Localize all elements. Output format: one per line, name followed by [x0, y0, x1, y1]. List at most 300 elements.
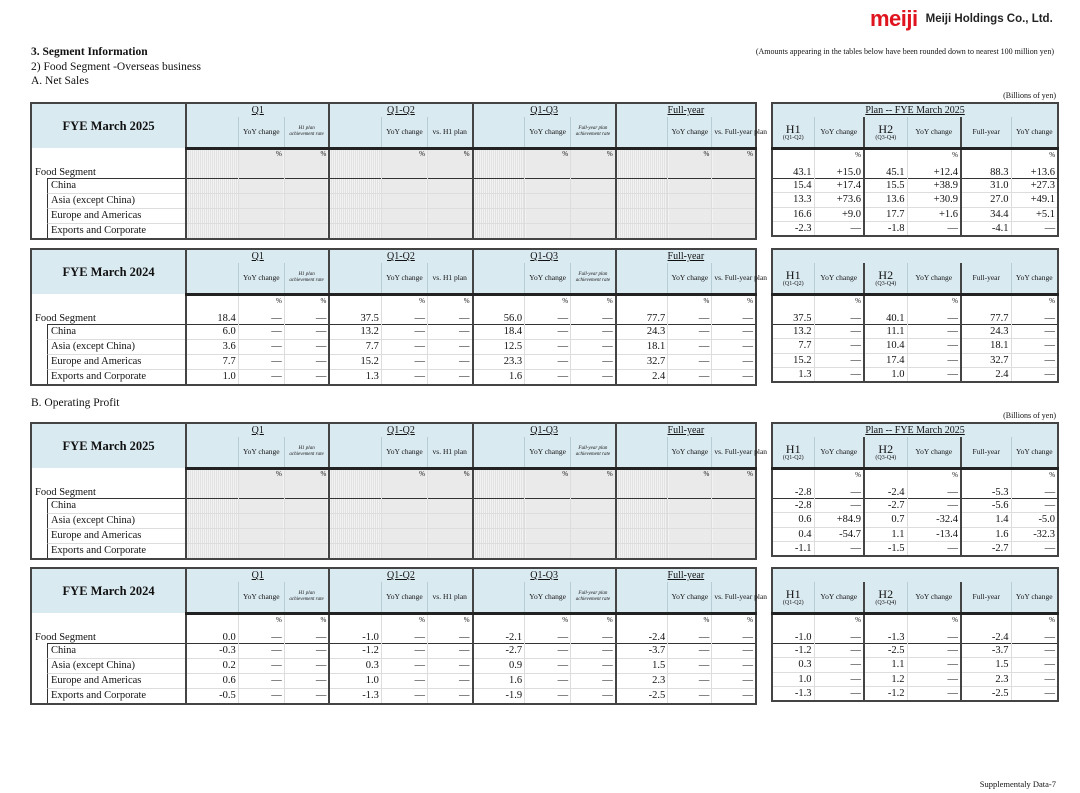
- empty-cell: [525, 528, 571, 543]
- row-label: [31, 498, 186, 513]
- table-row: [31, 339, 756, 354]
- data-cell: —: [525, 369, 571, 385]
- data-cell: [772, 148, 814, 178]
- yoy-col-header: YoY change: [1011, 437, 1058, 468]
- percent-unit: %: [275, 615, 282, 624]
- data-cell: —: [712, 354, 756, 369]
- data-cell: 1.3: [329, 369, 381, 385]
- section-title: B. Operating Profit: [31, 397, 120, 409]
- plan-title-blank: [772, 249, 1058, 263]
- data-cell: —: [571, 339, 616, 354]
- data-cell: —: [427, 354, 472, 369]
- percent-unit: %: [747, 615, 753, 624]
- empty-cell: [284, 178, 329, 193]
- data-cell: 0.4: [772, 527, 814, 542]
- data-cell: 18.4: [473, 324, 525, 339]
- plan-col-header: Full-year plan achievement rate: [571, 117, 616, 148]
- data-cell: —: [284, 354, 329, 369]
- data-cell: 1.0: [329, 673, 381, 688]
- percent-unit: %: [275, 149, 282, 158]
- data-cell: [907, 294, 961, 324]
- yoy-col-header: YoY change: [525, 437, 571, 468]
- data-cell: [864, 148, 907, 178]
- data-cell: —: [238, 658, 284, 673]
- table-row: [772, 294, 1058, 324]
- data-cell: —: [712, 673, 756, 688]
- data-cell: —: [381, 673, 427, 688]
- h1-header-label: H1: [785, 121, 801, 136]
- data-cell: —: [571, 354, 616, 369]
- data-cell: [571, 613, 616, 643]
- value-col-header: [616, 437, 668, 468]
- empty-cell: [473, 193, 525, 208]
- data-cell: —: [238, 354, 284, 369]
- data-value: —: [414, 631, 425, 643]
- empty-cell: [427, 178, 472, 193]
- percent-unit: %: [1049, 615, 1055, 624]
- percent-unit: %: [855, 615, 861, 624]
- empty-cell: [712, 513, 756, 528]
- data-cell: —: [381, 643, 427, 658]
- empty-cell: [186, 178, 238, 193]
- data-cell: —: [814, 542, 864, 557]
- table-row: [31, 658, 756, 673]
- row-label: Food Segment: [31, 148, 186, 178]
- data-cell: -2.3: [772, 222, 814, 237]
- value-col-header: [616, 582, 668, 613]
- percent-unit: %: [419, 149, 425, 158]
- data-cell: —: [668, 673, 712, 688]
- empty-cell: [381, 528, 427, 543]
- data-cell: —: [814, 339, 864, 354]
- data-cell: —: [238, 643, 284, 658]
- yoy-col-header: YoY change: [525, 263, 571, 294]
- empty-cell: [284, 223, 329, 239]
- data-cell: —: [381, 688, 427, 704]
- data-cell: 15.2: [329, 354, 381, 369]
- value-col-header: [329, 117, 381, 148]
- yoy-col-header: YoY change: [381, 263, 427, 294]
- empty-cell: [381, 148, 427, 178]
- empty-cell: [616, 543, 668, 559]
- data-cell: 1.6: [473, 673, 525, 688]
- empty-cell: [329, 513, 381, 528]
- data-cell: —: [712, 688, 756, 704]
- data-cell: 23.3: [473, 354, 525, 369]
- row-label: [31, 223, 186, 239]
- data-cell: —: [1011, 542, 1058, 557]
- fy-header: Full-year: [961, 117, 1011, 148]
- empty-cell: [668, 543, 712, 559]
- yoy-col-header: YoY change: [238, 117, 284, 148]
- table-row: [772, 222, 1058, 237]
- percent-unit: %: [952, 615, 958, 624]
- data-cell: —: [907, 658, 961, 673]
- data-cell: 32.7: [616, 354, 668, 369]
- table-row: [31, 324, 756, 339]
- data-cell: —: [712, 369, 756, 385]
- data-cell: 15.4: [772, 178, 814, 193]
- data-cell: —: [1011, 222, 1058, 237]
- data-cell: 7.7: [772, 339, 814, 354]
- empty-cell: [381, 223, 427, 239]
- plan-col-header: Full-year plan achievement rate: [571, 582, 616, 613]
- yoy-col-header: YoY change: [525, 117, 571, 148]
- data-cell: -2.7: [961, 542, 1011, 557]
- data-cell: —: [907, 687, 961, 702]
- plan-col-header: H1 plan achievement rate: [284, 437, 329, 468]
- row-label-text: Europe and Americas: [47, 528, 185, 543]
- empty-cell: [186, 208, 238, 223]
- empty-cell: [473, 468, 525, 498]
- company-name: Meiji Holdings Co., Ltd.: [925, 13, 1053, 25]
- plan-table: [771, 422, 1059, 557]
- percent-unit: %: [419, 296, 425, 305]
- data-cell: [712, 294, 756, 324]
- data-value: —: [698, 312, 710, 324]
- data-cell: —: [427, 369, 472, 385]
- percent-unit: %: [320, 149, 327, 158]
- data-cell: -3.7: [961, 643, 1011, 658]
- data-cell: 2.4: [961, 368, 1011, 383]
- plan-col-header: vs. H1 plan: [427, 263, 472, 294]
- empty-cell: [329, 468, 381, 498]
- data-cell: —: [907, 498, 961, 513]
- data-cell: —: [381, 354, 427, 369]
- data-value: —: [742, 631, 753, 643]
- data-cell: 13.2: [772, 324, 814, 339]
- data-value: +13.6: [1030, 166, 1056, 178]
- data-value: —: [414, 312, 425, 324]
- data-cell: —: [1011, 687, 1058, 702]
- data-cell: —: [668, 369, 712, 385]
- empty-cell: [329, 193, 381, 208]
- empty-cell: [473, 223, 525, 239]
- row-label-text: China: [47, 178, 185, 193]
- plan-col-header: Full-year plan achievement rate: [571, 263, 616, 294]
- yoy-col-header: YoY change: [1011, 582, 1058, 613]
- empty-cell: [525, 148, 571, 178]
- plan-col-header: vs. Full-year plan: [712, 263, 756, 294]
- period-header: Q1-Q3: [473, 249, 616, 263]
- percent-unit: %: [419, 615, 425, 624]
- row-label-text: Exports and Corporate: [47, 543, 185, 558]
- data-value: —: [850, 312, 861, 324]
- empty-cell: [668, 498, 712, 513]
- empty-cell: [712, 148, 756, 178]
- plan-col-header: vs. H1 plan: [427, 582, 472, 613]
- row-label-text: China: [47, 643, 185, 658]
- yoy-col-header: YoY change: [668, 582, 712, 613]
- data-cell: 1.0: [864, 368, 907, 383]
- percent-unit: %: [606, 149, 613, 158]
- data-cell: —: [571, 673, 616, 688]
- data-cell: —: [238, 369, 284, 385]
- h2-header-sub: (Q3-Q4): [875, 599, 897, 606]
- data-cell: [284, 613, 329, 643]
- page-title: 3. Segment Information: [31, 46, 148, 58]
- empty-cell: [427, 528, 472, 543]
- plan-title: Plan -- FYE March 2025: [772, 423, 1058, 437]
- empty-cell: [668, 148, 712, 178]
- data-cell: [1011, 148, 1058, 178]
- data-cell: 0.3: [329, 658, 381, 673]
- percent-unit: %: [952, 470, 958, 479]
- yoy-col-header: YoY change: [907, 582, 961, 613]
- data-cell: —: [571, 688, 616, 704]
- period-header: Q1: [186, 249, 329, 263]
- table-row: [772, 148, 1058, 178]
- table-row: [772, 193, 1058, 208]
- percent-unit: %: [855, 150, 861, 159]
- percent-unit: %: [855, 470, 861, 479]
- empty-cell: [284, 193, 329, 208]
- data-cell: 0.3: [772, 658, 814, 673]
- data-cell: —: [525, 324, 571, 339]
- table-row: [772, 542, 1058, 557]
- value-col-header: [473, 117, 525, 148]
- data-value: —: [947, 312, 958, 324]
- h1-header: [772, 263, 814, 294]
- data-cell: -1.8: [864, 222, 907, 237]
- yoy-col-header: YoY change: [1011, 263, 1058, 294]
- data-cell: +1.6: [907, 207, 961, 222]
- data-cell: [907, 148, 961, 178]
- data-cell: 1.2: [864, 672, 907, 687]
- quarterly-table: [30, 422, 768, 560]
- data-cell: [571, 294, 616, 324]
- plan-table: [771, 248, 1059, 383]
- empty-cell: [186, 468, 238, 498]
- data-cell: [961, 613, 1011, 643]
- empty-cell: [284, 498, 329, 513]
- table-row: [31, 148, 756, 178]
- table-row: [31, 688, 756, 704]
- data-cell: -1.2: [329, 643, 381, 658]
- data-cell: —: [907, 368, 961, 383]
- percent-unit: %: [320, 615, 327, 624]
- data-cell: -0.5: [186, 688, 238, 704]
- row-label-text: Asia (except China): [47, 193, 185, 208]
- empty-cell: [571, 178, 616, 193]
- data-cell: 18.4: [186, 294, 238, 324]
- table-row: [31, 643, 756, 658]
- data-value: —: [1044, 486, 1056, 498]
- data-cell: -5.0: [1011, 513, 1058, 528]
- value-col-header: [473, 263, 525, 294]
- data-cell: —: [284, 643, 329, 658]
- data-cell: [961, 294, 1011, 324]
- data-cell: [772, 294, 814, 324]
- empty-cell: [284, 148, 329, 178]
- h1-header-label: H1: [785, 267, 801, 282]
- empty-cell: [712, 498, 756, 513]
- data-cell: —: [284, 688, 329, 704]
- percent-unit: %: [1049, 296, 1055, 305]
- data-cell: —: [668, 688, 712, 704]
- data-cell: —: [525, 354, 571, 369]
- data-cell: -1.3: [772, 687, 814, 702]
- data-cell: 77.7: [616, 294, 668, 324]
- data-value: —: [557, 312, 569, 324]
- data-value: —: [1044, 312, 1055, 324]
- data-value: —: [271, 631, 282, 643]
- table-row: [772, 339, 1058, 354]
- empty-cell: [668, 528, 712, 543]
- empty-cell: [712, 223, 756, 239]
- data-cell: 2.4: [616, 369, 668, 385]
- table-row: [772, 672, 1058, 687]
- yoy-col-header: YoY change: [907, 263, 961, 294]
- data-cell: —: [814, 672, 864, 687]
- empty-cell: [186, 223, 238, 239]
- row-label: [31, 339, 186, 354]
- data-cell: 1.5: [961, 658, 1011, 673]
- data-cell: —: [525, 339, 571, 354]
- empty-cell: [712, 528, 756, 543]
- data-cell: -4.1: [961, 222, 1011, 237]
- data-cell: —: [427, 339, 472, 354]
- data-value: -1.0: [794, 631, 812, 643]
- data-cell: +5.1: [1011, 207, 1058, 222]
- percent-unit: %: [855, 296, 861, 305]
- fye-label: FYE March 2024: [31, 568, 186, 613]
- header-row: [31, 249, 756, 263]
- data-cell: 17.4: [864, 353, 907, 368]
- data-value: 43.1: [793, 166, 812, 178]
- data-cell: —: [381, 658, 427, 673]
- row-label-text: Exports and Corporate: [47, 223, 185, 238]
- empty-cell: [381, 543, 427, 559]
- percent-unit: %: [747, 149, 753, 158]
- row-label: [31, 208, 186, 223]
- period-header: Q1-Q2: [329, 103, 472, 117]
- row-label: [31, 528, 186, 543]
- data-value: —: [698, 631, 710, 643]
- row-label-text: Exports and Corporate: [47, 369, 185, 384]
- data-cell: —: [427, 688, 472, 704]
- plan-col-header: vs. H1 plan: [427, 117, 472, 148]
- data-cell: —: [381, 339, 427, 354]
- row-label-text: Europe and Americas: [47, 208, 185, 223]
- data-cell: —: [814, 353, 864, 368]
- table-row: [772, 658, 1058, 673]
- data-cell: [864, 613, 907, 643]
- row-label: Food Segment: [31, 613, 186, 643]
- plan-title-blank: [772, 568, 1058, 582]
- row-label-text: China: [47, 324, 185, 339]
- empty-cell: [616, 193, 668, 208]
- percent-unit: %: [419, 469, 425, 478]
- period-header: Full-year: [616, 249, 756, 263]
- table-row: [31, 178, 756, 193]
- data-cell: —: [1011, 339, 1058, 354]
- row-label-text: Europe and Americas: [47, 673, 185, 688]
- data-value: 37.5: [793, 312, 812, 324]
- header-row: [31, 103, 756, 117]
- empty-cell: [186, 513, 238, 528]
- empty-cell: [381, 468, 427, 498]
- fye-label: FYE March 2025: [31, 103, 186, 148]
- yoy-col-header: YoY change: [668, 437, 712, 468]
- data-cell: [668, 294, 712, 324]
- data-cell: -2.5: [961, 687, 1011, 702]
- data-cell: —: [284, 324, 329, 339]
- value-col-header: [186, 582, 238, 613]
- yoy-col-header: YoY change: [668, 117, 712, 148]
- company-logo: [870, 6, 1053, 32]
- percent-unit: %: [275, 296, 282, 305]
- data-cell: -1.1: [772, 542, 814, 557]
- empty-cell: [571, 208, 616, 223]
- data-cell: 0.9: [473, 658, 525, 673]
- empty-cell: [238, 513, 284, 528]
- data-cell: —: [814, 643, 864, 658]
- yoy-col-header: YoY change: [381, 117, 427, 148]
- data-cell: [772, 468, 814, 498]
- row-label: [31, 193, 186, 208]
- plan-col-header: vs. H1 plan: [427, 437, 472, 468]
- section-title: A. Net Sales: [31, 75, 89, 87]
- data-cell: [668, 613, 712, 643]
- data-cell: [284, 294, 329, 324]
- data-cell: —: [668, 324, 712, 339]
- data-cell: —: [284, 369, 329, 385]
- data-cell: 2.3: [616, 673, 668, 688]
- value-col-header: [473, 582, 525, 613]
- yoy-col-header: YoY change: [238, 582, 284, 613]
- empty-cell: [616, 498, 668, 513]
- data-cell: —: [907, 339, 961, 354]
- header-row: [772, 103, 1058, 117]
- data-cell: 1.6: [473, 369, 525, 385]
- data-cell: [427, 294, 472, 324]
- empty-cell: [427, 513, 472, 528]
- table-row: [31, 613, 756, 643]
- data-cell: -32.3: [1011, 527, 1058, 542]
- data-cell: 3.6: [186, 339, 238, 354]
- data-cell: [238, 613, 284, 643]
- data-cell: —: [571, 643, 616, 658]
- value-col-header: [186, 437, 238, 468]
- empty-cell: [571, 193, 616, 208]
- h1-header-sub: (Q1-Q2): [782, 134, 804, 141]
- table-row: [772, 324, 1058, 339]
- h2-header-sub: (Q3-Q4): [875, 134, 897, 141]
- empty-cell: [616, 223, 668, 239]
- data-cell: —: [238, 339, 284, 354]
- yoy-col-header: YoY change: [525, 582, 571, 613]
- data-cell: -0.3: [186, 643, 238, 658]
- table-row: [772, 643, 1058, 658]
- empty-cell: [329, 208, 381, 223]
- row-label: [31, 658, 186, 673]
- plan-col-header: H1 plan achievement rate: [284, 263, 329, 294]
- percent-unit: %: [562, 149, 569, 158]
- data-cell: —: [907, 324, 961, 339]
- data-cell: 1.0: [772, 672, 814, 687]
- header-row: [772, 568, 1058, 582]
- plan-table: [771, 102, 1059, 237]
- data-cell: —: [907, 643, 961, 658]
- empty-cell: [329, 543, 381, 559]
- subheader-row: [772, 582, 1058, 613]
- fy-header: Full-year: [961, 263, 1011, 294]
- empty-cell: [381, 178, 427, 193]
- subheader-row: [772, 437, 1058, 468]
- data-cell: 10.4: [864, 339, 907, 354]
- data-cell: 12.5: [473, 339, 525, 354]
